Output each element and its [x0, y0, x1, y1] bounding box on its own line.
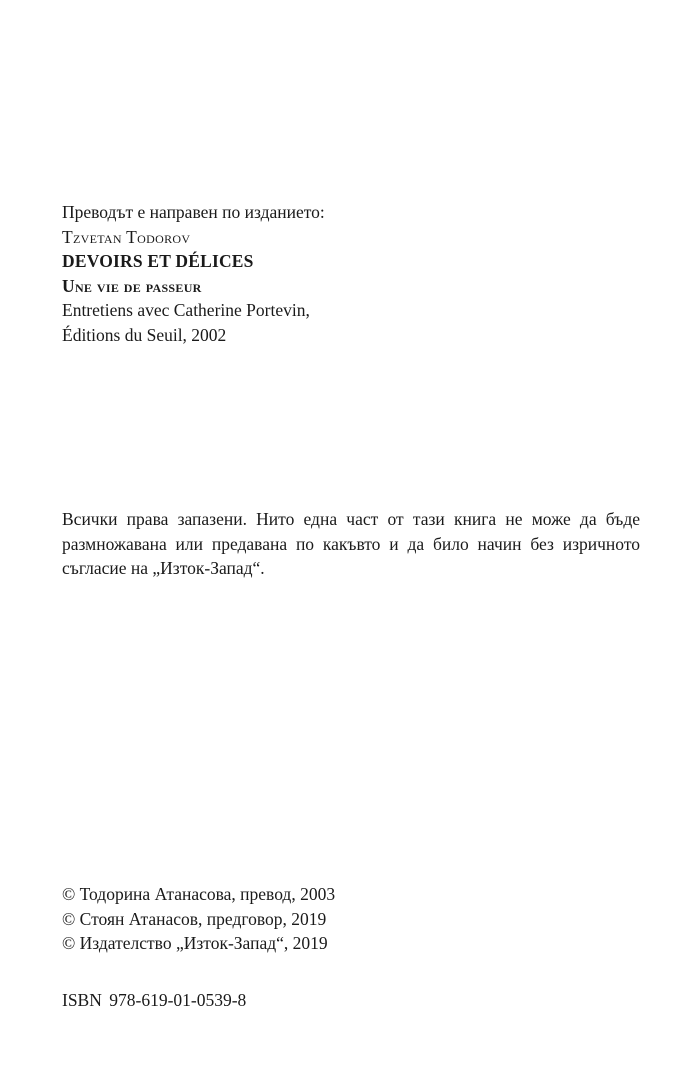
rights-line: размножавана или предавана по какъвто и да било начин без изричното — [62, 533, 640, 554]
isbn-number: ISBN 978-619-01-0539-8 — [62, 990, 247, 1010]
isbn — [62, 988, 622, 1013]
original-publisher: Éditions du Seuil, 2002 — [62, 324, 227, 345]
copyright-notices — [62, 882, 622, 956]
copyright-translation: © Тодорина Атанасова, превод, 2003 — [62, 884, 336, 904]
original-interview-note: Entretiens avec Catherine Portevin, — [62, 300, 310, 320]
original-subtitle: Une vie de passeur — [62, 275, 202, 296]
rights-line: Всички права запазени. Нито една част от тази книга не може да бъде — [62, 509, 640, 529]
original-author: Tzvetan Todorov — [62, 226, 191, 247]
original-edition-block — [62, 200, 622, 347]
rights-notice — [62, 507, 640, 581]
original-title: DEVOIRS ET DÉLICES — [62, 251, 254, 271]
copyright-foreword: © Стоян Атанасов, предговор, 2019 — [62, 908, 327, 929]
translation-source-intro: Преводът е направен по изданието: — [62, 202, 325, 222]
rights-line: съгласие на „Изток-Запад“. — [62, 558, 265, 578]
copyright-publisher: © Издателство „Изток-Запад“, 2019 — [62, 933, 328, 953]
